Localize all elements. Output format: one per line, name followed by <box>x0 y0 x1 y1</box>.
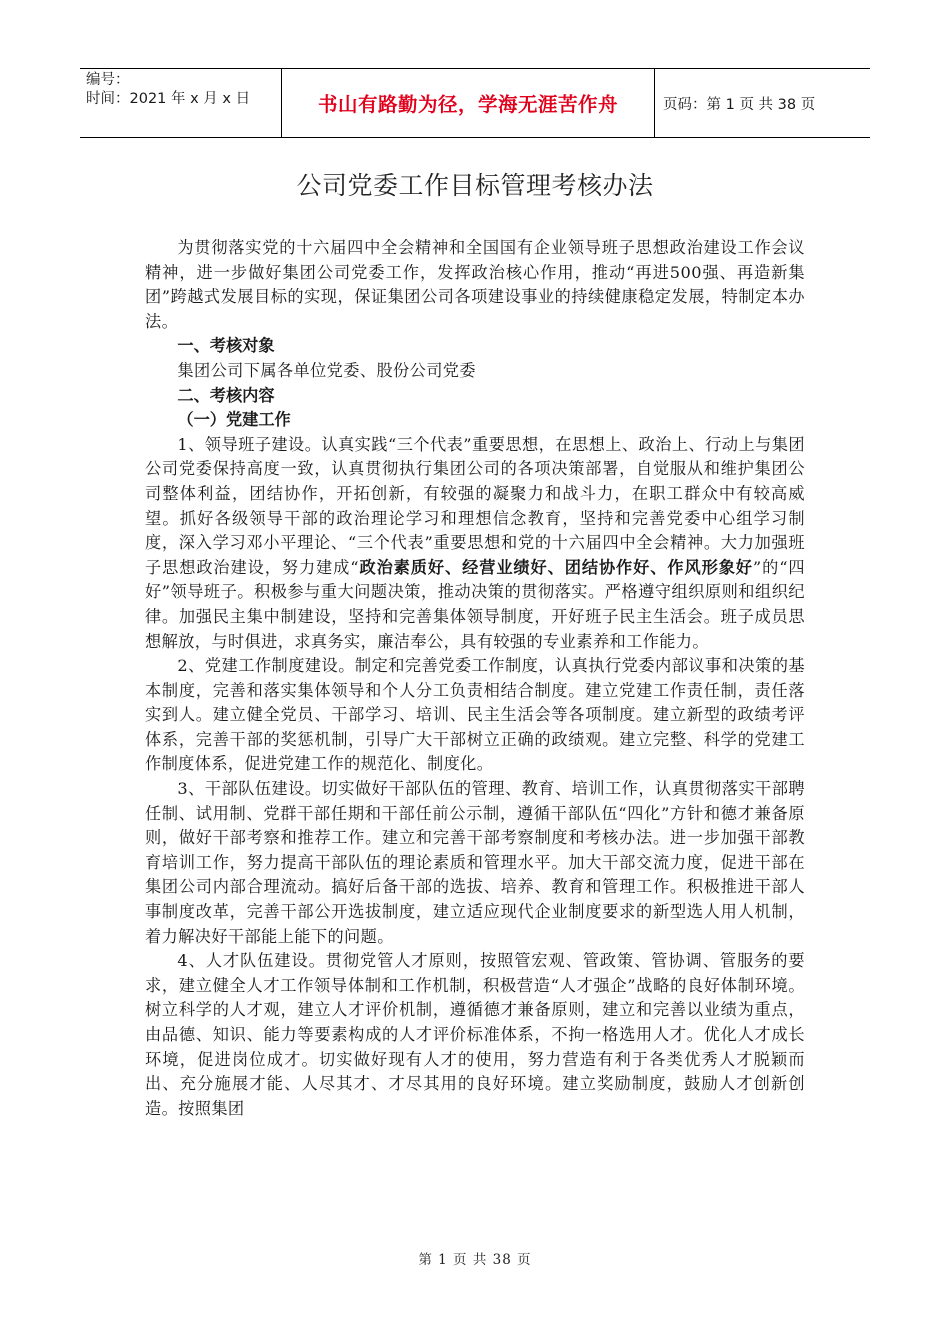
item-talent-paragraph: 4、人才队伍建设。贯彻党管人才原则，按照管宏观、管政策、管协调、管服务的要求，建立健全人才工作领导体制和工作机制，积极营造“人才强企”战略的良好体制环境。树立科学的人才观，建立人才评价机制，遵循德才兼备原则，建立和完善以业绩为重点，由品德、知识、能力等要素构成的人才评价标准体系，不拘一格选用人才。优化人才成长环境，促进岗位成才。切实做好现有人才的使用，努力营造有利于各类优秀人才脱颖而出、充分施展才能、人尽其才、才尽其用的良好环境。建立奖励制度，鼓励人才创新创造。按照集团 <box>145 951 805 1118</box>
document-body <box>145 236 805 1121</box>
item-leadership-text-a: 1、领导班子建设。认真实践“三个代表”重要思想，在思想上、政治上、行动上与集团公司党委保持高度一致，认真贯彻执行集团公司的各项决策部署，自觉服从和维护集团公司整体利益，团结协作，开拓创新，有较强的凝聚力和战斗力，在职工群众中有较高威望。抓好各级领导干部的政治理论学习和理想信念教育，坚持和完善党委中心组学习制度，深入学习邓小平理论、“三个代表”重要思想和党的十六届四中全会精神。大力加强班子思想政治建设，努力建成“ <box>145 434 805 577</box>
header-page-cell <box>655 69 870 137</box>
item-leadership-text-b: ”的“四好”领导班子。积极参与重大问题决策，推动决策的贯彻落实。严格遵守组织原则和组织纪律。加强民主集中制建设，坚持和完善集体领导制度，开好班子民主生活会。班子成员思想解放，与时俱进，求真务实，廉洁奉公，具有较强的专业素养和工作能力。 <box>145 557 805 651</box>
section-heading-content: 二、考核内容 <box>177 385 275 405</box>
item-leadership-paragraph <box>145 433 805 654</box>
item-cadre-paragraph: 3、干部队伍建设。切实做好干部队伍的管理、教育、培训工作，认真贯彻落实干部聘任制、试用制、党群干部任期和干部任前公示制，遵循干部队伍“四化”方针和德才兼备原则，做好干部考察和推荐工作。建立和完善干部考察制度和考核办法。进一步加强干部教育培训工作，努力提高干部队伍的理论素质和管理水平。加大干部交流力度，促进干部在集团公司内部合理流动。搞好后备干部的选拔、培养、教育和管理工作。积极推进干部人事制度改革，完善干部公开选拔制度，建立适应现代企业制度要求的新型选人用人机制，着力解决好干部能上能下的问题。 <box>145 779 805 946</box>
page-info: 页码：第 1 页 共 38 页 <box>663 96 816 113</box>
document-title: 公司党委工作目标管理考核办法 <box>296 171 654 200</box>
motto-text: 书山有路勤为径，学海无涯苦作舟 <box>317 93 618 116</box>
section-targets-text: 集团公司下属各单位党委、股份公司党委 <box>177 360 476 380</box>
header-motto-cell <box>282 69 655 137</box>
item-leadership-emphasis: 政治素质好、经营业绩好、团结协作好、作风形象好 <box>358 557 753 577</box>
document-date: 时间：2021 年 x 月 x 日 <box>86 91 251 107</box>
section-heading-targets: 一、考核对象 <box>177 336 275 356</box>
item-system-paragraph: 2、党建工作制度建设。制定和完善党委工作制度，认真执行党委内部议事和决策的基本制度，完善和落实集体领导和个人分工负责相结合制度。建立党建工作责任制，责任落实到人。建立健全党员、干部学习、培训、民主生活会等各项制度。建立新型的政绩考评体系，完善干部的奖惩机制，引导广大干部树立正确的政绩观。建立完整、科学的党建工作制度体系，促进党建工作的规范化、制度化。 <box>145 656 805 774</box>
header-meta-cell <box>80 69 282 137</box>
intro-paragraph: 为贯彻落实党的十六届四中全会精神和全国国有企业领导班子思想政治建设工作会议精神，进一步做好集团公司党委工作，发挥政治核心作用，推动“再进500强、再造新集团”跨越式发展目标的实现，保证集团公司各项建设事业的持续健康稳定发展，特制定本办法。 <box>145 238 805 331</box>
page-footer: 第 1 页 共 38 页 <box>418 1252 532 1268</box>
header-table <box>80 68 870 138</box>
document-number-label: 编号： <box>86 72 130 88</box>
subsection-heading-party-building: （一）党建工作 <box>177 410 291 430</box>
